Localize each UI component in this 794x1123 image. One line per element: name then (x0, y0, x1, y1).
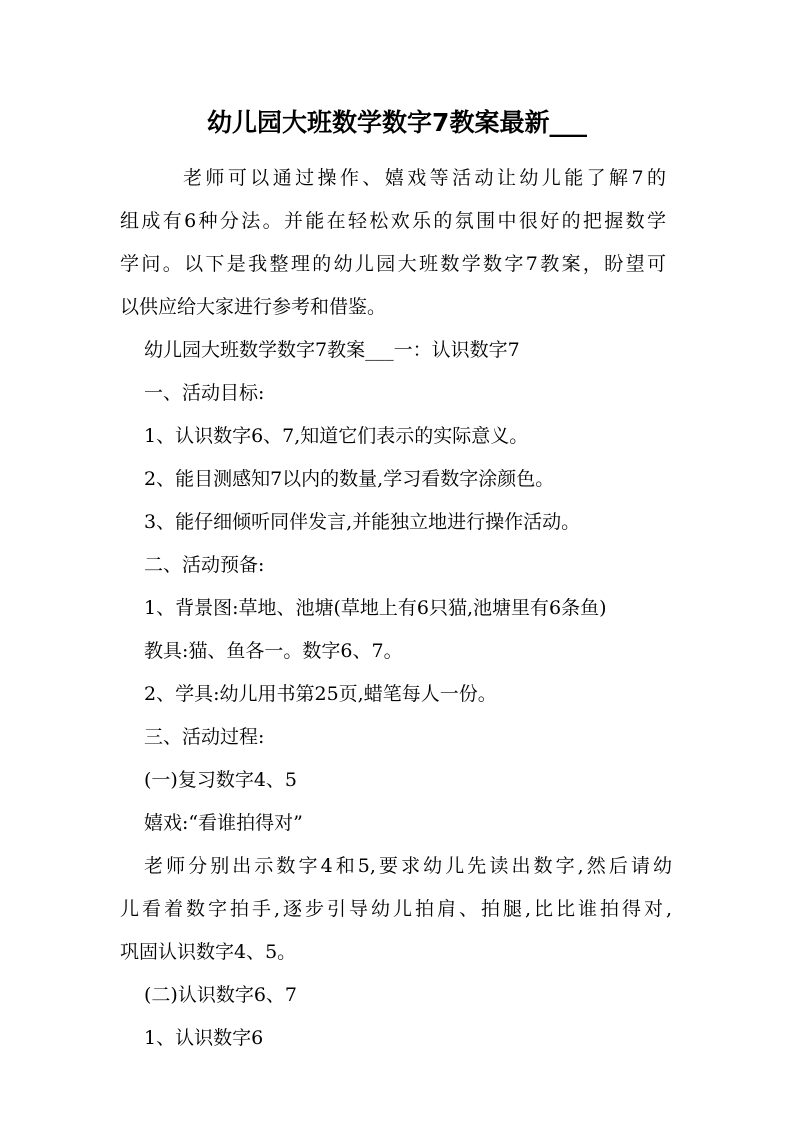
paragraph-line: 学问。以下是我整理的幼儿园大班数学数字7教案，盼望可 (120, 253, 666, 275)
list-item: 教具:猫、鱼各一。数字6、7。 (144, 640, 403, 662)
paragraph-line: 老师分别出示数字4和5,要求幼儿先读出数字,然后请幼 (144, 855, 672, 877)
game-title: 嬉戏:“看谁拍得对” (144, 812, 303, 834)
section-heading: 幼儿园大班数学数字7教案___一：认识数字7 (144, 339, 520, 361)
list-item: 1、认识数字6 (144, 1027, 264, 1049)
list-item: 3、能仔细倾听同伴发言,并能独立地进行操作活动。 (144, 511, 581, 533)
paragraph-line: 老师可以通过操作、嬉戏等活动让幼儿能了解7的 (183, 167, 666, 189)
section-heading: 三、活动过程: (144, 726, 265, 748)
section-heading: 一、活动目标: (144, 382, 265, 404)
section-heading: 二、活动预备: (144, 554, 265, 576)
paragraph-line: 儿看着数字拍手,逐步引导幼儿拍肩、拍腿,比比谁拍得对, (120, 898, 672, 920)
subsection-heading: (二)认识数字6、7 (144, 984, 298, 1006)
list-item: 1、背景图:草地、池塘(草地上有6只猫,池塘里有6条鱼) (144, 597, 607, 619)
paragraph-line: 组成有6种分法。并能在轻松欢乐的氛围中很好的把握数学 (120, 210, 666, 232)
list-item: 2、能目测感知7以内的数量,学习看数字涂颜色。 (144, 468, 555, 490)
paragraph-line: 以供应给大家进行参考和借鉴。 (120, 296, 387, 318)
subsection-heading: (一)复习数字4、5 (144, 769, 298, 791)
list-item: 2、学具:幼儿用书第25页,蜡笔每人一份。 (144, 683, 497, 705)
paragraph-line: 巩固认识数字4、5。 (120, 941, 297, 963)
document-title: 幼儿园大班数学数字7教案最新___ (207, 108, 587, 137)
list-item: 1、认识数字6、7,知道它们表示的实际意义。 (144, 425, 529, 447)
